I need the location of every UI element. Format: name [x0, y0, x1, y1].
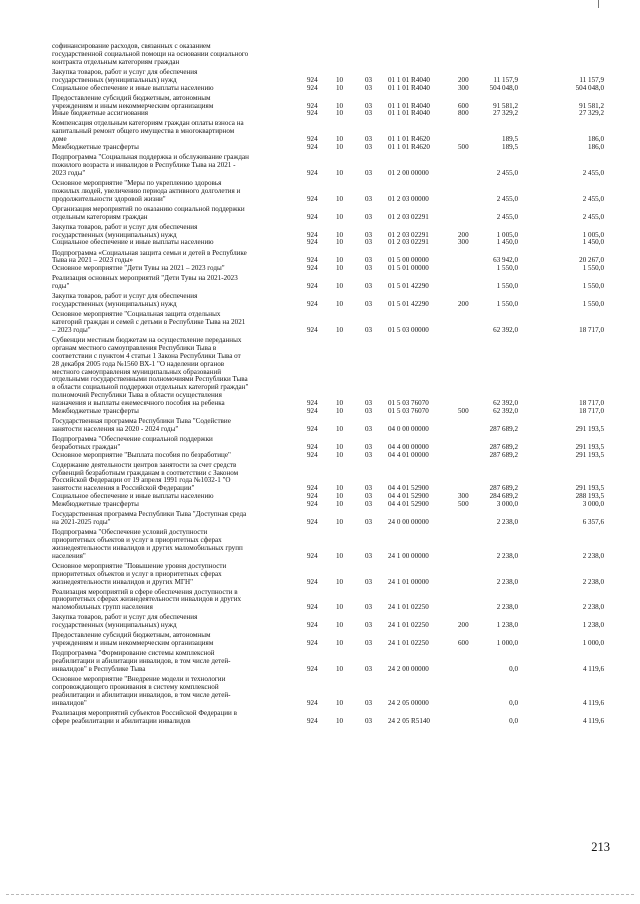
target-article-code: 01 2 00 00000	[388, 168, 429, 177]
amount-year-1: 2 238,0	[496, 551, 518, 560]
row-name: Закупка товаров, работ и услуг для обеспечения государственных (муниципальных) нужд	[52, 222, 198, 239]
section-code: 10	[336, 83, 344, 92]
row-name: Содержание деятельности центров занятости за счет средств субвенций безработным гражданам в соответствии с Законом Российской Федерации от 19 апреля 1991 года №1032-1 "О занятости населения в Российской Федерации"	[52, 460, 239, 493]
row-name: Компенсация отдельным категориям граждан оплаты взноса на капитальный ремонт общего имущества в многоквартирном доме	[52, 119, 244, 144]
department-code: 924	[307, 101, 318, 110]
amount-year-2: 18 717,0	[579, 399, 604, 407]
subsection-code: 03	[365, 101, 373, 110]
department-code: 924	[307, 424, 318, 433]
amount-year-1: 504 048,0	[489, 83, 518, 92]
amount-year-2: 2 238,0	[582, 551, 604, 560]
target-article-code: 01 5 01 42290	[388, 300, 429, 309]
table-row	[52, 710, 604, 726]
table-row	[52, 154, 604, 178]
target-article-code: 24 1 00 00000	[388, 551, 429, 560]
section-code: 10	[336, 484, 344, 493]
amount-year-2: 186,0	[588, 143, 604, 152]
amount-year-2: 1 450,0	[582, 238, 604, 247]
section-code: 10	[336, 518, 344, 526]
row-name: Иные бюджетные ассигнования	[52, 109, 149, 118]
subsection-code: 03	[365, 300, 373, 309]
table-row	[52, 43, 604, 67]
amount-year-1: 189,5	[502, 143, 518, 152]
department-code: 924	[307, 326, 318, 335]
amount-year-1: 287 689,2	[489, 442, 518, 451]
subsection-code: 03	[365, 326, 373, 335]
subsection-code: 03	[365, 665, 373, 674]
row-name: Реализация мероприятий в сфере обеспечения доступности в приоритетных сферах жизнедеятельности инвалидов и других маломобильных групп населения	[52, 587, 242, 612]
row-name: Основное мероприятие "Дети Тувы на 2021 – 2023 годы"	[52, 264, 225, 273]
subsection-code: 03	[365, 698, 373, 707]
target-article-code: 24 2 00 00000	[388, 665, 429, 674]
section-code: 10	[336, 168, 344, 177]
amount-year-2: 1 550,0	[582, 282, 604, 291]
department-code: 924	[307, 577, 318, 586]
target-article-code: 24 0 00 00000	[388, 518, 429, 526]
department-code: 924	[307, 716, 318, 725]
target-article-code: 01 2 03 00000	[388, 194, 429, 203]
row-name: Закупка товаров, работ и услуг для обеспечения государственных (муниципальных) нужд	[52, 613, 198, 630]
section-code: 10	[336, 698, 344, 707]
expense-type-code: 300	[458, 492, 469, 501]
target-article-code: 04 4 00 00000	[388, 442, 429, 451]
table-row	[52, 69, 604, 85]
table-row	[52, 589, 604, 613]
table-row	[52, 85, 604, 93]
subsection-code: 03	[365, 492, 373, 501]
department-code: 924	[307, 83, 318, 92]
subsection-code: 03	[365, 256, 373, 265]
department-code: 924	[307, 238, 318, 247]
subsection-code: 03	[365, 518, 373, 526]
budget-table	[52, 43, 604, 726]
department-code: 924	[307, 399, 318, 407]
department-code: 924	[307, 212, 318, 221]
amount-year-2: 20 267,0	[579, 256, 604, 265]
amount-year-1: 2 238,0	[496, 603, 518, 612]
section-code: 10	[336, 326, 344, 335]
department-code: 924	[307, 551, 318, 560]
row-name: Социальное обеспечение и иные выплаты населению	[52, 83, 214, 92]
table-row	[52, 563, 604, 587]
section-code: 10	[336, 551, 344, 560]
amount-year-2: 2 455,0	[582, 168, 604, 177]
target-article-code: 01 1 01 R4040	[388, 109, 430, 118]
amount-year-1: 2 455,0	[496, 168, 518, 177]
scan-edge-mark	[598, 0, 599, 8]
target-article-code: 24 2 05 00000	[388, 698, 429, 707]
row-name: Подпрограмма «Социальная защита семьи и детей в Республике Тыва на 2021 – 2023 годы»	[52, 248, 247, 265]
target-article-code: 04 4 01 52900	[388, 500, 429, 509]
amount-year-1: 287 689,2	[489, 424, 518, 433]
amount-year-1: 1 550,0	[496, 264, 518, 273]
target-article-code: 04 4 01 00000	[388, 450, 429, 459]
amount-year-2: 91 581,2	[579, 101, 604, 110]
department-code: 924	[307, 492, 318, 501]
department-code: 924	[307, 603, 318, 612]
target-article-code: 01 5 03 76070	[388, 406, 429, 415]
section-code: 10	[336, 639, 344, 648]
target-article-code: 24 1 01 02250	[388, 639, 429, 648]
section-code: 10	[336, 143, 344, 152]
table-row	[52, 418, 604, 434]
subsection-code: 03	[365, 603, 373, 612]
amount-year-2: 11 157,9	[579, 75, 604, 84]
amount-year-2: 2 238,0	[582, 577, 604, 586]
expense-type-code: 200	[458, 300, 469, 309]
amount-year-1: 1 238,0	[496, 621, 518, 630]
section-code: 10	[336, 500, 344, 509]
table-row	[52, 614, 604, 630]
amount-year-1: 91 581,2	[493, 101, 518, 110]
subsection-code: 03	[365, 484, 373, 493]
target-article-code: 01 5 01 00000	[388, 264, 429, 273]
row-name: Основное мероприятие "Меры по укреплению здоровья пожилых людей, увеличению периода активного долголетия и продолжительности здоровой жизни"	[52, 178, 241, 203]
amount-year-1: 1 550,0	[496, 300, 518, 309]
amount-year-2: 291 193,5	[575, 484, 604, 493]
expense-type-code: 200	[458, 75, 469, 84]
row-name: Государственная программа Республики Тыва "Доступная среда на 2021-2025 годы"	[52, 510, 247, 526]
subsection-code: 03	[365, 212, 373, 221]
section-code: 10	[336, 406, 344, 415]
amount-year-2: 291 193,5	[575, 442, 604, 451]
department-code: 924	[307, 230, 318, 239]
row-name: Подпрограмма "Обеспечение условий доступности приоритетных объектов и услуг в приоритетных сферах жизнедеятельности инвалидов и других маломобильных групп населения"	[52, 528, 243, 560]
subsection-code: 03	[365, 238, 373, 247]
section-code: 10	[336, 264, 344, 273]
department-code: 924	[307, 264, 318, 273]
expense-type-code: 300	[458, 238, 469, 247]
department-code: 924	[307, 450, 318, 459]
department-code: 924	[307, 518, 318, 526]
table-row	[52, 293, 604, 309]
department-code: 924	[307, 484, 318, 493]
amount-year-1: 2 238,0	[496, 518, 518, 526]
department-code: 924	[307, 665, 318, 674]
target-article-code: 01 1 01 R4620	[388, 135, 430, 144]
table-row	[52, 110, 604, 118]
subsection-code: 03	[365, 406, 373, 415]
amount-year-2: 291 193,5	[575, 450, 604, 459]
row-name: Реализация основных мероприятий "Дети Тувы на 2021-2023 годы"	[52, 274, 238, 291]
target-article-code: 24 1 01 02250	[388, 603, 429, 612]
target-article-code: 01 2 03 02291	[388, 230, 429, 239]
subsection-code: 03	[365, 109, 373, 118]
target-article-code: 01 5 03 00000	[388, 326, 429, 335]
section-code: 10	[336, 716, 344, 725]
subsection-code: 03	[365, 135, 373, 144]
subsection-code: 03	[365, 399, 373, 407]
department-code: 924	[307, 282, 318, 291]
row-name: Реализация мероприятий субъектов Российской Федерации в сфере реабилитации и абилитации инвалидов	[52, 708, 237, 725]
amount-year-2: 186,0	[588, 135, 604, 144]
amount-year-1: 0,0	[509, 665, 518, 674]
amount-year-1: 1 450,0	[496, 238, 518, 247]
amount-year-2: 1 000,0	[582, 639, 604, 648]
subsection-code: 03	[365, 75, 373, 84]
section-code: 10	[336, 603, 344, 612]
row-name: Организация мероприятий по оказанию социальной поддержки отдельным категориям граждан	[52, 204, 245, 221]
amount-year-1: 1 005,0	[496, 230, 518, 239]
section-code: 10	[336, 282, 344, 291]
section-code: 10	[336, 665, 344, 674]
table-row	[52, 265, 604, 273]
department-code: 924	[307, 256, 318, 265]
expense-type-code: 500	[458, 406, 469, 415]
table-row	[52, 250, 604, 266]
amount-year-2: 1 550,0	[582, 264, 604, 273]
table-row	[52, 239, 604, 247]
amount-year-1: 287 689,2	[489, 484, 518, 493]
expense-type-code: 200	[458, 621, 469, 630]
row-name: Основное мероприятие "Выплата пособия по безработице"	[52, 450, 231, 459]
expense-type-code: 500	[458, 500, 469, 509]
table-row	[52, 95, 604, 111]
amount-year-2: 27 329,2	[579, 109, 604, 118]
expense-type-code: 600	[458, 101, 469, 110]
amount-year-2: 3 000,0	[582, 500, 604, 509]
row-name: Социальное обеспечение и иные выплаты населению	[52, 238, 214, 247]
department-code: 924	[307, 168, 318, 177]
subsection-code: 03	[365, 442, 373, 451]
department-code: 924	[307, 500, 318, 509]
row-name: Подпрограмма "Социальная поддержка и обслуживание граждан пожилого возраста и инвалидов в Республике Тыва на 2021 - 2023 годы"	[52, 153, 249, 177]
subsection-code: 03	[365, 716, 373, 725]
table-row	[52, 206, 604, 222]
department-code: 924	[307, 109, 318, 118]
department-code: 924	[307, 135, 318, 144]
section-code: 10	[336, 442, 344, 451]
target-article-code: 01 2 03 02291	[388, 238, 429, 247]
table-row	[52, 462, 604, 493]
expense-type-code: 800	[458, 109, 469, 118]
table-row	[52, 436, 604, 452]
row-name: Основное мероприятие "Социальная защита отдельных категорий граждан и семей с детьми в Республике Тыва на 2021 – 2023 годы"	[52, 310, 246, 335]
amount-year-2: 2 455,0	[582, 194, 604, 203]
amount-year-1: 287 689,2	[489, 450, 518, 459]
section-code: 10	[336, 577, 344, 586]
expense-type-code: 500	[458, 143, 469, 152]
amount-year-1: 2 455,0	[496, 212, 518, 221]
table-row	[52, 180, 604, 204]
expense-type-code: 300	[458, 83, 469, 92]
department-code: 924	[307, 194, 318, 203]
subsection-code: 03	[365, 500, 373, 509]
amount-year-2: 504 048,0	[575, 83, 604, 92]
subsection-code: 03	[365, 282, 373, 291]
row-name: Подпрограмма "Формирование системы комплексной реабилитации и абилитации инвалидов, в том числе детей- инвалидов" в Республике Тыва	[52, 649, 231, 674]
subsection-code: 03	[365, 639, 373, 648]
amount-year-2: 2 455,0	[582, 212, 604, 221]
subsection-code: 03	[365, 424, 373, 433]
section-code: 10	[336, 75, 344, 84]
amount-year-2: 6 357,6	[582, 518, 604, 526]
amount-year-2: 291 193,5	[575, 424, 604, 433]
amount-year-1: 284 689,2	[489, 492, 518, 501]
table-row	[52, 120, 604, 144]
target-article-code: 01 5 03 76070	[388, 399, 429, 407]
table-row	[52, 224, 604, 240]
table-row	[52, 337, 604, 408]
section-code: 10	[336, 621, 344, 630]
table-row	[52, 632, 604, 648]
subsection-code: 03	[365, 143, 373, 152]
amount-year-2: 4 119,6	[582, 698, 604, 707]
amount-year-2: 1 005,0	[582, 230, 604, 239]
target-article-code: 01 1 01 R4040	[388, 83, 430, 92]
subsection-code: 03	[365, 577, 373, 586]
department-code: 924	[307, 698, 318, 707]
section-code: 10	[336, 238, 344, 247]
row-name: Предоставление субсидий бюджетным, автономным учреждениям и иным некоммерческим организациям	[52, 631, 214, 648]
target-article-code: 01 5 00 00000	[388, 256, 429, 265]
row-name: Закупка товаров, работ и услуг для обеспечения государственных (муниципальных) нужд	[52, 292, 198, 309]
target-article-code: 24 1 01 02250	[388, 621, 429, 630]
department-code: 924	[307, 639, 318, 648]
row-name: Подпрограмма "Обеспечение социальной поддержки безработных граждан"	[52, 434, 213, 451]
section-code: 10	[336, 212, 344, 221]
amount-year-2: 2 238,0	[582, 603, 604, 612]
department-code: 924	[307, 75, 318, 84]
row-name: Предоставление субсидий бюджетным, автономным учреждениям и иным некоммерческим организациям	[52, 93, 214, 110]
subsection-code: 03	[365, 450, 373, 459]
row-name: Социальное обеспечение и иные выплаты населению	[52, 492, 214, 501]
amount-year-1: 1 550,0	[496, 282, 518, 291]
subsection-code: 03	[365, 194, 373, 203]
table-row	[52, 501, 604, 509]
amount-year-1: 0,0	[509, 698, 518, 707]
expense-type-code: 200	[458, 230, 469, 239]
amount-year-1: 1 000,0	[496, 639, 518, 648]
subsection-code: 03	[365, 168, 373, 177]
row-name: Государственная программа Республики Тыва "Содействие занятости населения на 2020 - 2024 годы"	[52, 416, 231, 433]
department-code: 924	[307, 300, 318, 309]
department-code: 924	[307, 143, 318, 152]
row-name: софинансирование расходов, связанных с оказанием государственной социальной помощи на основании социального контракта отдельным категориям граждан	[52, 42, 249, 66]
subsection-code: 03	[365, 83, 373, 92]
subsection-code: 03	[365, 230, 373, 239]
amount-year-1: 62 392,0	[493, 326, 518, 335]
target-article-code: 01 5 01 42290	[388, 282, 429, 291]
amount-year-1: 2 455,0	[496, 194, 518, 203]
table-row	[52, 650, 604, 674]
table-row	[52, 676, 604, 707]
amount-year-1: 63 942,0	[493, 256, 518, 265]
amount-year-1: 3 000,0	[496, 500, 518, 509]
table-row	[52, 452, 604, 460]
target-article-code: 01 1 01 R4620	[388, 143, 430, 152]
target-article-code: 04 4 01 52900	[388, 492, 429, 501]
row-name: Межбюджетные трансферты	[52, 143, 139, 152]
row-name: Субвенции местным бюджетам на осуществление переданных органам местного самоуправления Республики Тыва в соответствии с пунктом 4 статьи 1 Закона Республики Тыва от 28 декабря 2005 года №1560 ВХ-1 "О наделении органов местного самоуправления муниципальных образований отдельными государственными полномочиями Республики Тыва в области социальной поддержки отдельных категорий граждан" полномочий Республики Тыва в области осуществления назначения и выплаты ежемесячного пособия на ребенка	[52, 336, 249, 407]
section-code: 10	[336, 230, 344, 239]
page-number: 213	[591, 840, 610, 854]
amount-year-2: 288 193,5	[575, 492, 604, 501]
section-code: 10	[336, 101, 344, 110]
section-code: 10	[336, 424, 344, 433]
row-name: Межбюджетные трансферты	[52, 500, 139, 509]
table-row	[52, 408, 604, 416]
amount-year-1: 62 392,0	[493, 406, 518, 415]
section-code: 10	[336, 399, 344, 407]
subsection-code: 03	[365, 264, 373, 273]
amount-year-2: 1 550,0	[582, 300, 604, 309]
department-code: 924	[307, 621, 318, 630]
table-row	[52, 144, 604, 152]
target-article-code: 01 1 01 R4040	[388, 75, 430, 84]
section-code: 10	[336, 135, 344, 144]
scan-bottom-edge	[6, 894, 634, 895]
target-article-code: 04 0 00 00000	[388, 424, 429, 433]
section-code: 10	[336, 109, 344, 118]
amount-year-1: 11 157,9	[493, 75, 518, 84]
subsection-code: 03	[365, 551, 373, 560]
row-name: Закупка товаров, работ и услуг для обеспечения государственных (муниципальных) нужд	[52, 67, 198, 84]
section-code: 10	[336, 492, 344, 501]
target-article-code: 01 2 03 02291	[388, 212, 429, 221]
amount-year-1: 0,0	[509, 716, 518, 725]
table-row	[52, 529, 604, 560]
table-row	[52, 511, 604, 527]
target-article-code: 01 1 01 R4040	[388, 101, 430, 110]
row-name: Межбюджетные трансферты	[52, 406, 139, 415]
amount-year-1: 62 392,0	[493, 399, 518, 407]
amount-year-2: 4 119,6	[582, 716, 604, 725]
amount-year-2: 18 717,0	[579, 326, 604, 335]
amount-year-1: 27 329,2	[493, 109, 518, 118]
target-article-code: 24 2 05 R5140	[388, 716, 430, 725]
amount-year-2: 18 717,0	[579, 406, 604, 415]
target-article-code: 24 1 01 00000	[388, 577, 429, 586]
row-name: Основное мероприятие "Повышение уровня доступности приоритетных объектов и услуг в приоритетных сферах жизнедеятельности инвалидов и других МГН"	[52, 561, 227, 586]
amount-year-1: 2 238,0	[496, 577, 518, 586]
table-row	[52, 311, 604, 335]
target-article-code: 04 4 01 52900	[388, 484, 429, 493]
subsection-code: 03	[365, 621, 373, 630]
expense-type-code: 600	[458, 639, 469, 648]
amount-year-2: 1 238,0	[582, 621, 604, 630]
department-code: 924	[307, 442, 318, 451]
section-code: 10	[336, 300, 344, 309]
section-code: 10	[336, 194, 344, 203]
amount-year-1: 189,5	[502, 135, 518, 144]
row-name: Основное мероприятие "Внедрение модели и технологии сопровождающего проживания в систему комплексной реабилитации и абилитации инвалидов, в том числе детей- инвалидов"	[52, 675, 231, 707]
table-row	[52, 275, 604, 291]
section-code: 10	[336, 450, 344, 459]
section-code: 10	[336, 256, 344, 265]
amount-year-2: 4 119,6	[582, 665, 604, 674]
department-code: 924	[307, 406, 318, 415]
